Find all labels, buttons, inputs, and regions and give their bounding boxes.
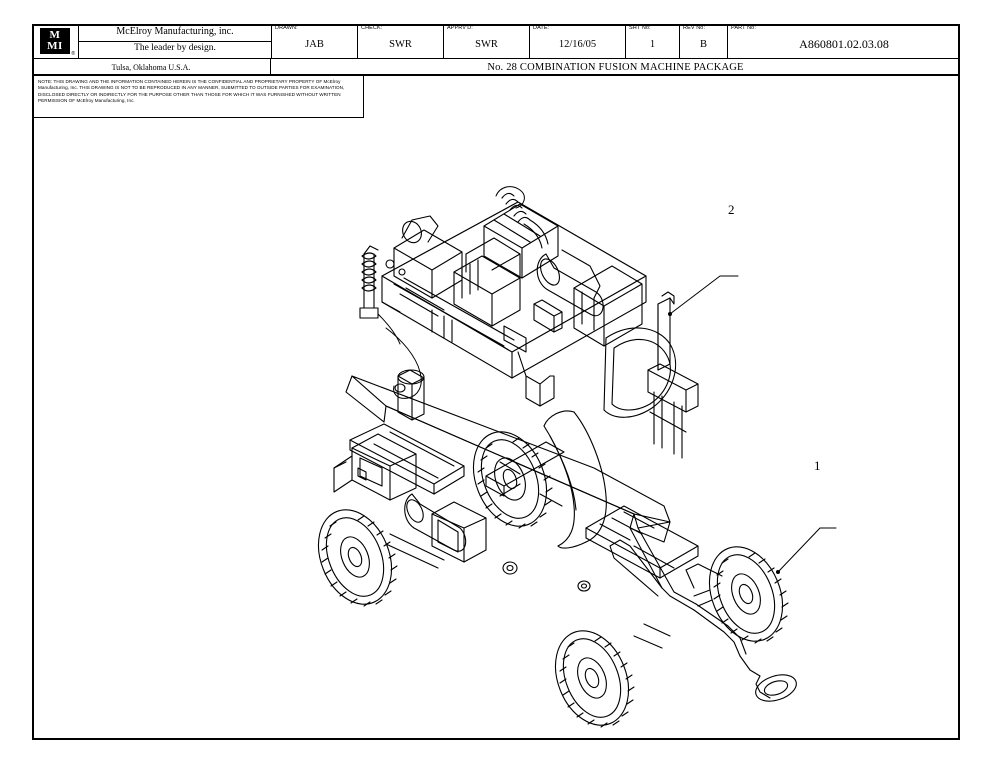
drawing-area [34,76,958,738]
field-date-label: DATE: [533,25,550,31]
callout-1: 1 [814,458,821,473]
assembly-illustration [34,76,958,738]
company-info [79,24,272,58]
logo-text-top: M [49,29,61,41]
field-rev-no-label: REV No: [683,25,706,31]
field-part-no [728,24,960,58]
field-rev-no-value: B [699,38,707,50]
company-name: McElroy Manufacturing, inc. [116,26,234,37]
field-check [358,24,444,58]
title-block-bottom-row [32,58,960,76]
callout-2: 2 [728,202,735,217]
company-logo [32,24,79,58]
title-block [32,24,960,76]
drawing-description [271,59,960,76]
drawing-description-text: No. 28 COMBINATION FUSION MACHINE PACKAGE [487,62,744,73]
field-part-no-value: A860801.02.03.08 [799,36,889,51]
field-check-value: SWR [389,38,412,50]
field-drawn-label: DRAWN: [275,25,298,31]
title-block-top-row [32,24,960,58]
field-check-label: CHECK: [361,25,383,31]
logo-mark [40,28,70,54]
field-rev-no [680,24,728,58]
field-part-no-label: PART No: [731,25,756,31]
logo-text-bottom: MI [47,40,63,52]
registered-mark-icon: ® [71,51,75,57]
field-approved-value: SWR [475,38,498,50]
field-drawn-value: JAB [305,38,324,50]
field-approved-label: APPRV'D: [447,25,473,31]
proprietary-notice: NOTE: THIS DRAWING AND THE INFORMATION CONTAINED HEREIN IS THE CONFIDENTIAL AND PROPRIETARY PROPERTY OF McElroy Manufacturing, Inc. THIS DRAWING IS NOT TO BE REPRODUCED IN ANY MANNER, SUBMITTED TO OUTSIDE PARTIES FOR EXAMINATION, DISCLOSED DIRECTLY OR INDIRECTLY FOR THE PURPOSE OTHER THAN THOSE FOR WHICH IT WAS FURNISHED WITHOUT WRITTEN PERMISSION OF McElroy Manufacturing, Inc. [34,76,364,118]
company-city: Tulsa, Oklahoma U.S.A. [32,59,271,76]
field-approved [444,24,530,58]
field-date-value: 12/16/05 [558,38,597,50]
company-tagline: The leader by design. [79,41,271,53]
field-sheet-no [626,24,680,58]
field-drawn [272,24,358,58]
field-sheet-no-value: 1 [649,38,656,50]
field-sheet-no-label: SHT No: [629,25,651,31]
field-date [530,24,626,58]
